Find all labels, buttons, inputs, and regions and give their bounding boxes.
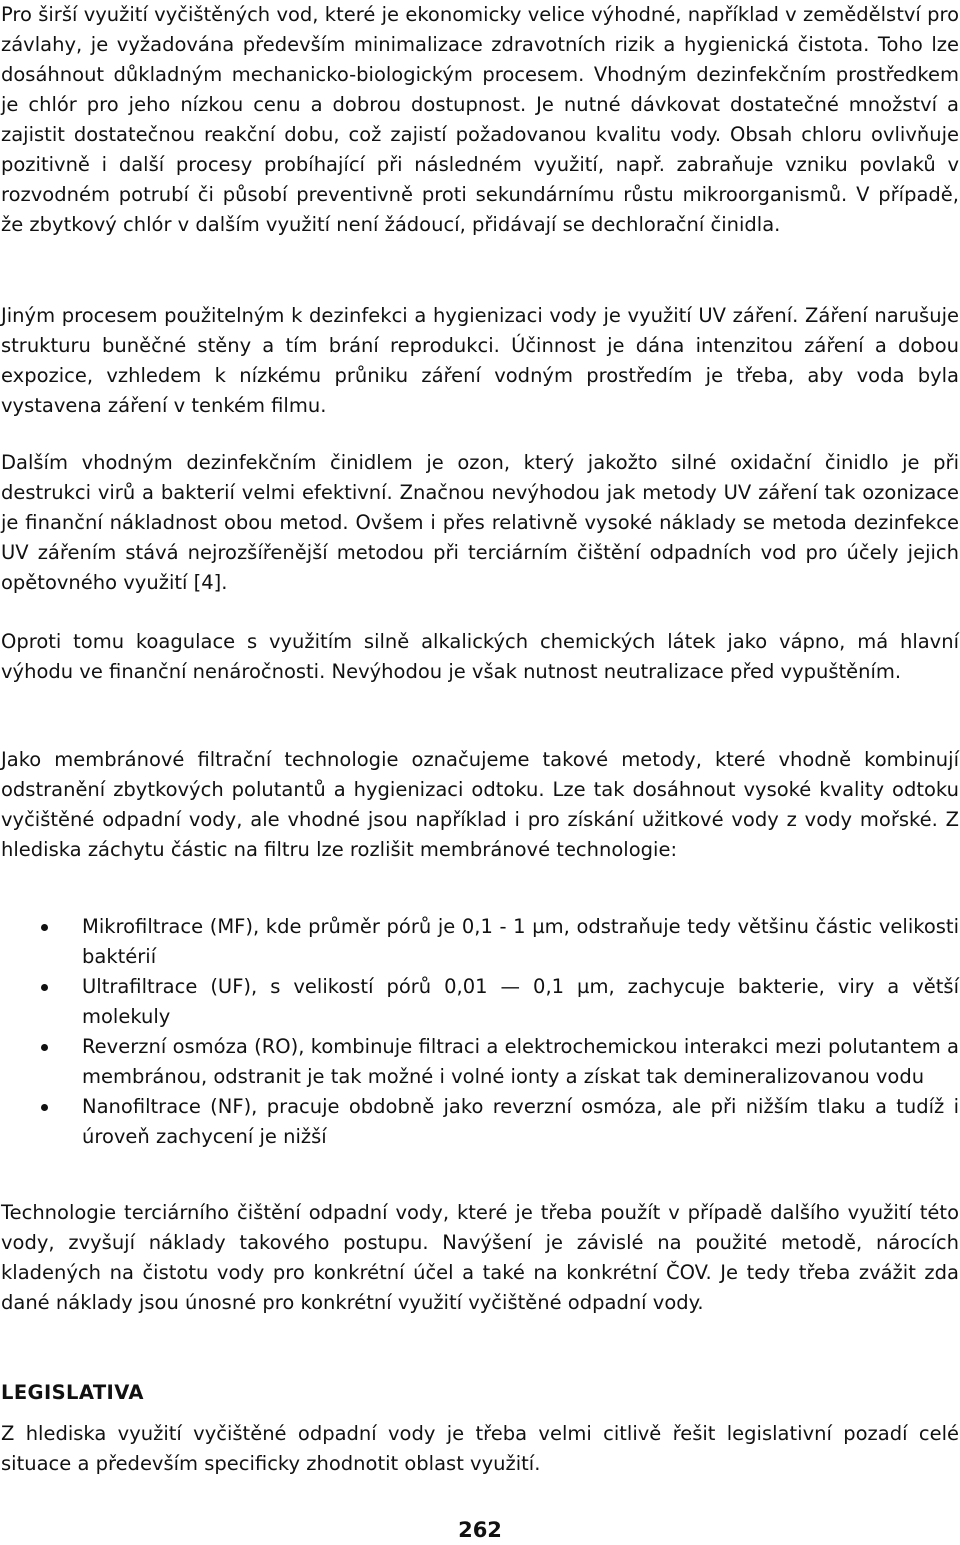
membrane-technology-list (1, 912, 959, 1152)
bullet-icon (41, 984, 48, 991)
list-item-text: Ultrafiltrace (UF), s velikostí pórů 0,01 — 0,1 µm, zachycuje bakterie, viry a větší molekuly (82, 975, 959, 1028)
paragraph-coagulation: Oproti tomu koagulace s využitím silně alkalických chemických látek jako vápno, má hlavní výhodu ve finanční nenáročnosti. Nevýhodou je však nutnost neutralizace před vypuštěním. (1, 630, 959, 683)
bullet-icon (41, 1104, 48, 1111)
paragraph-reuse-chlorine: Pro širší využití vyčištěných vod, které je ekonomicky velice výhodné, například v zemědělství pro závlahy, je vyžadována především minimalizace zdravotních rizik a hygienická čistota. Toho lze dosáhnout důkladným mechanicko-biologickým procesem. Vhodným dezinfekčním prostředkem je chlór pro jeho nízkou cenu a dobrou dostupnost. Je nutné dávkovat dostatečné množství a zajistit dostatečnou reakční dobu, což zajistí požadovanou kvalitu vody. Obsah chloru ovlivňuje pozitivně i další procesy probíhající při následném využití, např. zabraňuje vzniku povlaků v rozvodném potrubí či působí preventivně proti sekundárnímu růstu mikroorganismů. V případě, že zbytkový chlór v dalším využití není žádoucí, přidávají se dechlorační činidla. (1, 3, 959, 236)
list-item (1, 972, 959, 1032)
list-item-text: Nanofiltrace (NF), pracuje obdobně jako reverzní osmóza, ale při nižším tlaku a tudíž i úroveň zachycení je nižší (82, 1095, 959, 1148)
paragraph-uv-radiation: Jiným procesem použitelným k dezinfekci a hygienizaci vody je využití UV záření. Záření narušuje strukturu buněčné stěny a tím brání reprodukci. Účinnost je dána intenzitou záření a dobou expozice, vzhledem k nízkému průniku záření vodným prostředím je třeba, aby voda byla vystavena záření v tenkém filmu. (1, 304, 959, 417)
paragraph-tertiary-costs: Technologie terciárního čištění odpadní vody, které je třeba použít v případě dalšího využití této vody, zvyšují náklady takového postupu. Navýšení je závislé na použité metodě, nárocích kladených na čistotu vody pro konkrétní účel a také na konkrétní ČOV. Je tedy třeba zvážit zda dané náklady jsou únosné pro konkrétní využití vyčištěné odpadní vody. (1, 1201, 959, 1314)
list-item (1, 912, 959, 972)
list-item-text: Mikrofiltrace (MF), kde průměr pórů je 0,1 - 1 µm, odstraňuje tedy většinu částic velikosti baktérií (82, 915, 959, 968)
page-number: 262 (458, 1518, 502, 1542)
list-item (1, 1032, 959, 1092)
paragraph-membrane-intro: Jako membránové filtrační technologie označujeme takové metody, které vhodně kombinují odstranění zbytkových polutantů a hygienizaci odtoku. Lze tak dosáhnout vysoké kvality odtoku vyčištěné odpadní vody, ale vhodné jsou například i pro získání užitkové vody z vody mořské. Z hlediska záchytu částic na filtru lze rozlišit membránové technologie: (1, 748, 959, 861)
section-heading: LEGISLATIVA (1, 1381, 144, 1404)
paragraph-ozone: Dalším vhodným dezinfekčním činidlem je ozon, který jakožto silné oxidační činidlo je při destrukci virů a bakterií velmi efektivní. Značnou nevýhodou jak metody UV záření tak ozonizace je finanční nákladnost obou metod. Ovšem i přes relativně vysoké náklady se metoda dezinfekce UV zářením stává nejrozšířenější metodou při terciárním čištění odpadních vod pro účely jejich opětovného využití [4]. (1, 451, 959, 594)
paragraph-legislation: Z hlediska využití vyčištěné odpadní vody je třeba velmi citlivě řešit legislativní pozadí celé situace a především specificky zhodnotit oblast využití. (1, 1422, 959, 1475)
list-item (1, 1092, 959, 1152)
bullet-icon (41, 924, 48, 931)
bullet-icon (41, 1044, 48, 1051)
list-item-text: Reverzní osmóza (RO), kombinuje filtraci a elektrochemickou interakci mezi polutantem a membránou, odstranit je tak možné i volné ionty a získat tak demineralizovanou vodu (82, 1035, 959, 1088)
